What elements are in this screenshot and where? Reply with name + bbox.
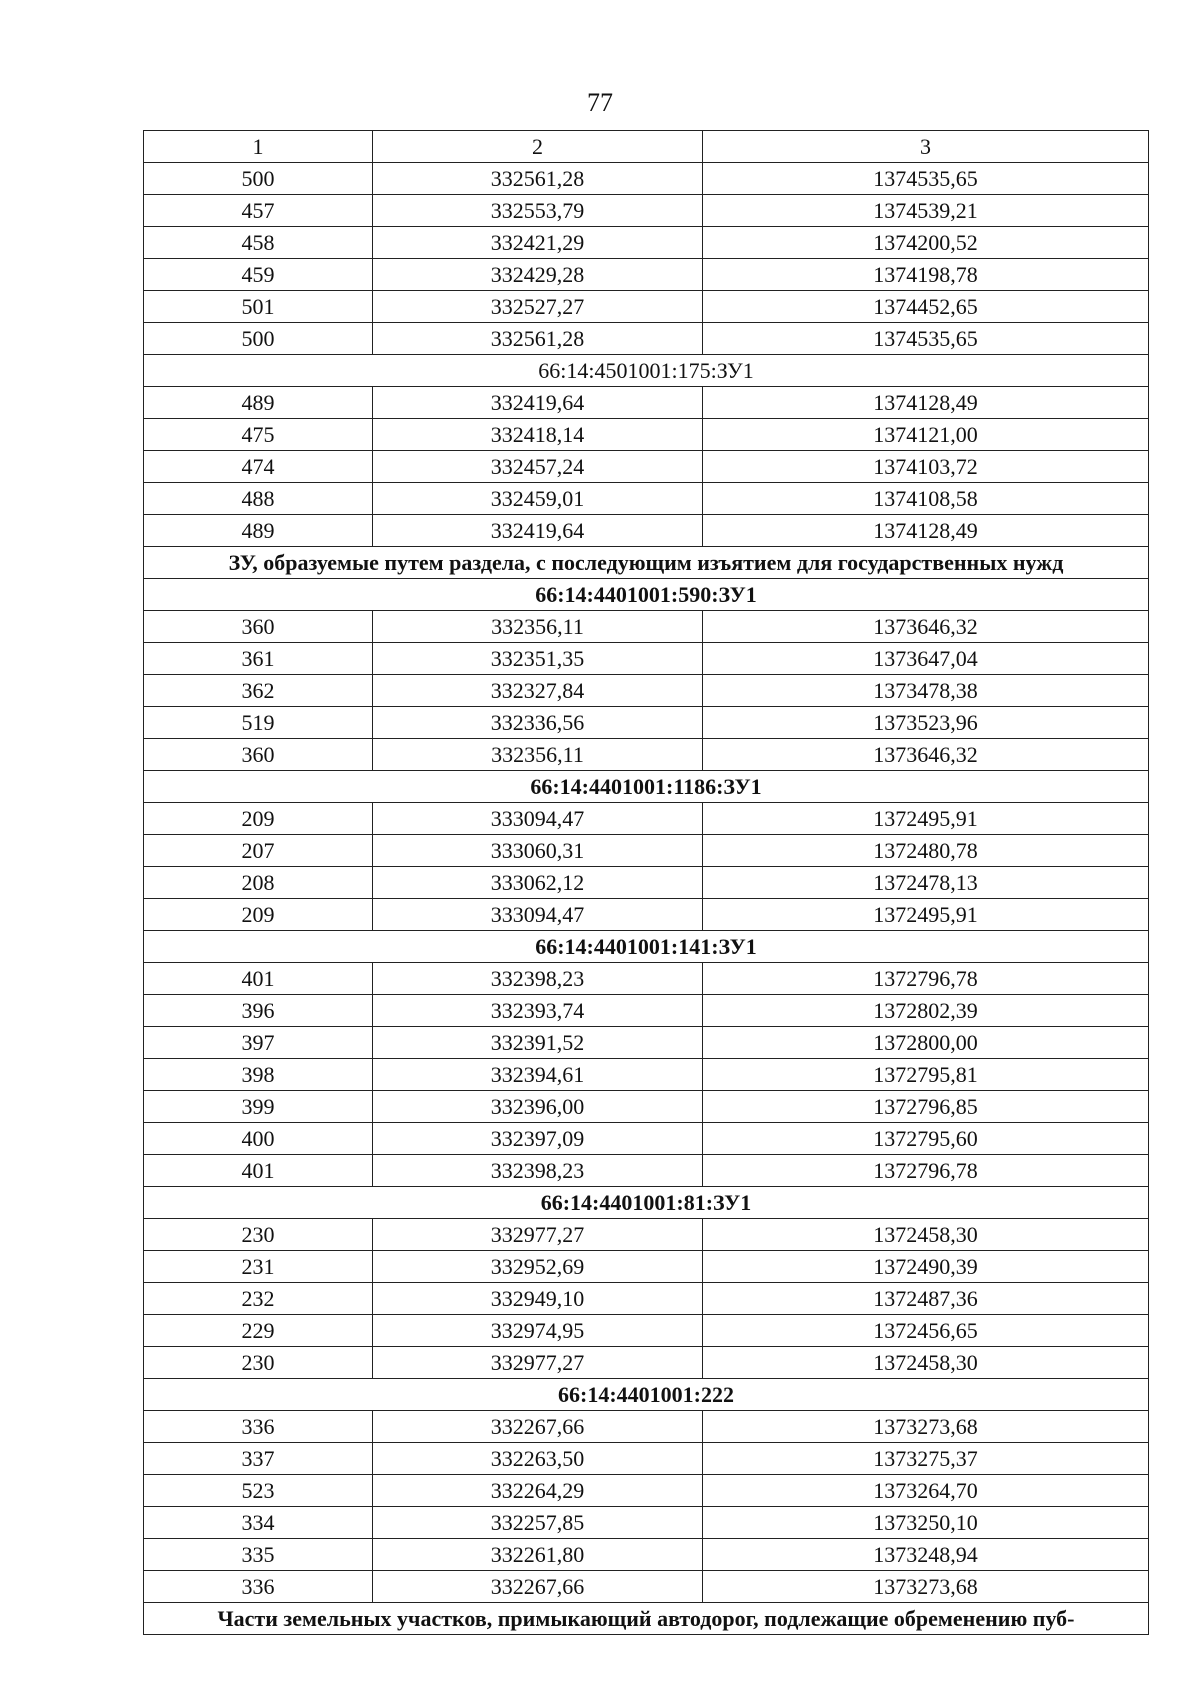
table-row (144, 1347, 1149, 1379)
x-coordinate-cell: 332264,29 (373, 1475, 703, 1507)
x-coordinate-cell: 332553,79 (373, 195, 703, 227)
x-coordinate-cell: 332418,14 (373, 419, 703, 451)
point-number-cell: 401 (144, 1155, 373, 1187)
table-row (144, 291, 1149, 323)
table-row (144, 803, 1149, 835)
x-coordinate-cell: 332261,80 (373, 1539, 703, 1571)
point-number-cell: 207 (144, 835, 373, 867)
point-number-cell: 337 (144, 1443, 373, 1475)
section-heading-row (144, 1603, 1149, 1635)
y-coordinate-cell: 1372487,36 (703, 1283, 1149, 1315)
table-row (144, 1027, 1149, 1059)
coordinates-table-body (144, 131, 1149, 1635)
y-coordinate-cell: 1373478,38 (703, 675, 1149, 707)
table-row (144, 1475, 1149, 1507)
table-row (144, 1539, 1149, 1571)
point-number-cell: 523 (144, 1475, 373, 1507)
table-row (144, 483, 1149, 515)
point-number-cell: 362 (144, 675, 373, 707)
y-coordinate-cell: 1373273,68 (703, 1411, 1149, 1443)
y-coordinate-cell: 1372796,85 (703, 1091, 1149, 1123)
point-number-cell: 360 (144, 611, 373, 643)
y-coordinate-cell: 1372796,78 (703, 963, 1149, 995)
point-number-cell: 360 (144, 739, 373, 771)
y-coordinate-cell: 1372456,65 (703, 1315, 1149, 1347)
point-number-cell: 230 (144, 1347, 373, 1379)
y-coordinate-cell: 1372796,78 (703, 1155, 1149, 1187)
column-header-point: 1 (144, 131, 373, 163)
point-number-cell: 209 (144, 803, 373, 835)
point-number-cell: 336 (144, 1571, 373, 1603)
page-number: 77 (587, 88, 613, 117)
y-coordinate-cell: 1374128,49 (703, 387, 1149, 419)
table-row (144, 451, 1149, 483)
y-coordinate-cell: 1373248,94 (703, 1539, 1149, 1571)
x-coordinate-cell: 332561,28 (373, 163, 703, 195)
point-number-cell: 519 (144, 707, 373, 739)
x-coordinate-cell: 333094,47 (373, 803, 703, 835)
x-coordinate-cell: 332394,61 (373, 1059, 703, 1091)
table-row (144, 1315, 1149, 1347)
y-coordinate-cell: 1372802,39 (703, 995, 1149, 1027)
y-coordinate-cell: 1373646,32 (703, 739, 1149, 771)
table-row (144, 1091, 1149, 1123)
table-header-row (144, 131, 1149, 163)
point-number-cell: 229 (144, 1315, 373, 1347)
x-coordinate-cell: 332421,29 (373, 227, 703, 259)
y-coordinate-cell: 1374535,65 (703, 163, 1149, 195)
table-row (144, 195, 1149, 227)
table-row (144, 899, 1149, 931)
x-coordinate-cell: 332263,50 (373, 1443, 703, 1475)
point-number-cell: 230 (144, 1219, 373, 1251)
section-heading-row (144, 1187, 1149, 1219)
y-coordinate-cell: 1372458,30 (703, 1219, 1149, 1251)
point-number-cell: 400 (144, 1123, 373, 1155)
x-coordinate-cell: 332351,35 (373, 643, 703, 675)
column-header-x: 2 (373, 131, 703, 163)
table-row (144, 515, 1149, 547)
table-row (144, 1411, 1149, 1443)
x-coordinate-cell: 333094,47 (373, 899, 703, 931)
point-number-cell: 208 (144, 867, 373, 899)
y-coordinate-cell: 1374535,65 (703, 323, 1149, 355)
x-coordinate-cell: 332391,52 (373, 1027, 703, 1059)
y-coordinate-cell: 1372495,91 (703, 803, 1149, 835)
table-row (144, 1251, 1149, 1283)
x-coordinate-cell: 332396,00 (373, 1091, 703, 1123)
point-number-cell: 500 (144, 163, 373, 195)
x-coordinate-cell: 332336,56 (373, 707, 703, 739)
x-coordinate-cell: 332429,28 (373, 259, 703, 291)
section-heading: ЗУ, образуемые путем раздела, с последующим изъятием для государственных нужд (144, 547, 1149, 579)
point-number-cell: 488 (144, 483, 373, 515)
point-number-cell: 489 (144, 387, 373, 419)
y-coordinate-cell: 1374128,49 (703, 515, 1149, 547)
y-coordinate-cell: 1372490,39 (703, 1251, 1149, 1283)
table-row (144, 867, 1149, 899)
x-coordinate-cell: 332419,64 (373, 387, 703, 419)
table-row (144, 835, 1149, 867)
y-coordinate-cell: 1373646,32 (703, 611, 1149, 643)
x-coordinate-cell: 332419,64 (373, 515, 703, 547)
x-coordinate-cell: 332977,27 (373, 1347, 703, 1379)
x-coordinate-cell: 332267,66 (373, 1571, 703, 1603)
y-coordinate-cell: 1374108,58 (703, 483, 1149, 515)
y-coordinate-cell: 1374539,21 (703, 195, 1149, 227)
point-number-cell: 401 (144, 963, 373, 995)
point-number-cell: 361 (144, 643, 373, 675)
x-coordinate-cell: 332977,27 (373, 1219, 703, 1251)
point-number-cell: 232 (144, 1283, 373, 1315)
section-heading: 66:14:4501001:175:ЗУ1 (144, 355, 1149, 387)
x-coordinate-cell: 332398,23 (373, 1155, 703, 1187)
point-number-cell: 474 (144, 451, 373, 483)
x-coordinate-cell: 332949,10 (373, 1283, 703, 1315)
y-coordinate-cell: 1374198,78 (703, 259, 1149, 291)
x-coordinate-cell: 332974,95 (373, 1315, 703, 1347)
y-coordinate-cell: 1373264,70 (703, 1475, 1149, 1507)
table-row (144, 1059, 1149, 1091)
table-row (144, 227, 1149, 259)
table-row (144, 1443, 1149, 1475)
section-heading-row (144, 355, 1149, 387)
table-row (144, 323, 1149, 355)
point-number-cell: 398 (144, 1059, 373, 1091)
table-row (144, 995, 1149, 1027)
table-row (144, 419, 1149, 451)
point-number-cell: 335 (144, 1539, 373, 1571)
table-row (144, 1219, 1149, 1251)
table-row (144, 1571, 1149, 1603)
section-heading: Части земельных участков, примыкающий автодорог, подлежащие обременению пуб- (144, 1603, 1149, 1635)
section-heading: 66:14:4401001:590:ЗУ1 (144, 579, 1149, 611)
point-number-cell: 475 (144, 419, 373, 451)
point-number-cell: 457 (144, 195, 373, 227)
x-coordinate-cell: 332327,84 (373, 675, 703, 707)
y-coordinate-cell: 1373250,10 (703, 1507, 1149, 1539)
x-coordinate-cell: 332356,11 (373, 611, 703, 643)
point-number-cell: 396 (144, 995, 373, 1027)
x-coordinate-cell: 332952,69 (373, 1251, 703, 1283)
section-heading-row (144, 579, 1149, 611)
y-coordinate-cell: 1374103,72 (703, 451, 1149, 483)
table-row (144, 675, 1149, 707)
table-row (144, 259, 1149, 291)
x-coordinate-cell: 332527,27 (373, 291, 703, 323)
x-coordinate-cell: 332561,28 (373, 323, 703, 355)
x-coordinate-cell: 332397,09 (373, 1123, 703, 1155)
y-coordinate-cell: 1373273,68 (703, 1571, 1149, 1603)
y-coordinate-cell: 1372795,60 (703, 1123, 1149, 1155)
x-coordinate-cell: 332267,66 (373, 1411, 703, 1443)
table-row (144, 611, 1149, 643)
column-header-y: 3 (703, 131, 1149, 163)
y-coordinate-cell: 1374121,00 (703, 419, 1149, 451)
point-number-cell: 336 (144, 1411, 373, 1443)
point-number-cell: 501 (144, 291, 373, 323)
y-coordinate-cell: 1373647,04 (703, 643, 1149, 675)
section-heading: 66:14:4401001:141:ЗУ1 (144, 931, 1149, 963)
table-row (144, 1283, 1149, 1315)
x-coordinate-cell: 332398,23 (373, 963, 703, 995)
section-heading-row (144, 1379, 1149, 1411)
x-coordinate-cell: 332356,11 (373, 739, 703, 771)
x-coordinate-cell: 332459,01 (373, 483, 703, 515)
table-row (144, 739, 1149, 771)
table-row (144, 963, 1149, 995)
point-number-cell: 458 (144, 227, 373, 259)
point-number-cell: 231 (144, 1251, 373, 1283)
point-number-cell: 399 (144, 1091, 373, 1123)
section-heading: 66:14:4401001:81:ЗУ1 (144, 1187, 1149, 1219)
y-coordinate-cell: 1374200,52 (703, 227, 1149, 259)
table-row (144, 643, 1149, 675)
x-coordinate-cell: 332457,24 (373, 451, 703, 483)
section-heading-row (144, 547, 1149, 579)
table-row (144, 1155, 1149, 1187)
y-coordinate-cell: 1372795,81 (703, 1059, 1149, 1091)
table-row (144, 387, 1149, 419)
x-coordinate-cell: 333060,31 (373, 835, 703, 867)
section-heading-row (144, 771, 1149, 803)
point-number-cell: 397 (144, 1027, 373, 1059)
point-number-cell: 334 (144, 1507, 373, 1539)
section-heading: 66:14:4401001:1186:ЗУ1 (144, 771, 1149, 803)
section-heading-row (144, 931, 1149, 963)
y-coordinate-cell: 1372478,13 (703, 867, 1149, 899)
y-coordinate-cell: 1374452,65 (703, 291, 1149, 323)
table-row (144, 1507, 1149, 1539)
coordinates-table (143, 130, 1149, 1635)
y-coordinate-cell: 1372458,30 (703, 1347, 1149, 1379)
point-number-cell: 209 (144, 899, 373, 931)
y-coordinate-cell: 1372480,78 (703, 835, 1149, 867)
y-coordinate-cell: 1372800,00 (703, 1027, 1149, 1059)
y-coordinate-cell: 1373275,37 (703, 1443, 1149, 1475)
x-coordinate-cell: 332393,74 (373, 995, 703, 1027)
point-number-cell: 500 (144, 323, 373, 355)
table-row (144, 163, 1149, 195)
section-heading: 66:14:4401001:222 (144, 1379, 1149, 1411)
y-coordinate-cell: 1372495,91 (703, 899, 1149, 931)
point-number-cell: 459 (144, 259, 373, 291)
y-coordinate-cell: 1373523,96 (703, 707, 1149, 739)
x-coordinate-cell: 333062,12 (373, 867, 703, 899)
x-coordinate-cell: 332257,85 (373, 1507, 703, 1539)
point-number-cell: 489 (144, 515, 373, 547)
table-row (144, 1123, 1149, 1155)
table-row (144, 707, 1149, 739)
